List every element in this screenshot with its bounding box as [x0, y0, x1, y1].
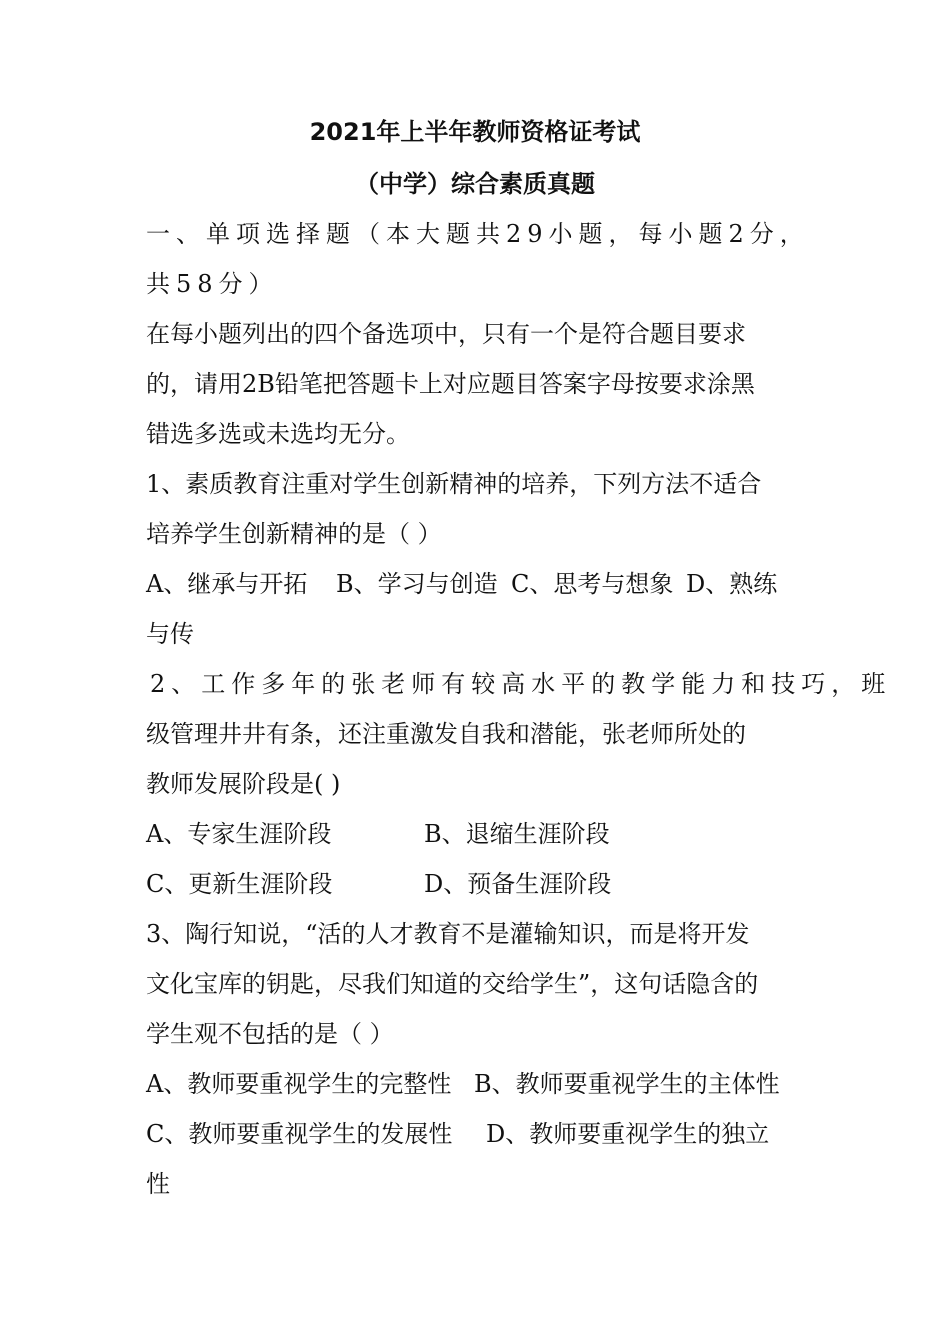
question-2-stem-cont: 级管理井井有条，还注重激发自我和潜能，张老师所处的	[146, 720, 746, 748]
question-2-stem: 2、工作多年的张老师有较高水平的教学能力和技巧，班	[150, 670, 892, 698]
question-3-stem-cont: 学生观不包括的是（ ）	[146, 1020, 394, 1048]
option-d: D、预备生涯阶段	[424, 870, 612, 898]
question-3-stem: 3、陶行知说，“活的人才教育不是灌输知识，而是将开发	[146, 920, 750, 948]
option-c: C、教师要重视学生的发展性	[146, 1120, 453, 1148]
section-heading-cont: 共58分）	[146, 270, 279, 298]
option-b: B、教师要重视学生的主体性	[474, 1070, 780, 1098]
question-2-options-row2	[146, 868, 806, 900]
option-a: A、专家生涯阶段	[146, 820, 332, 848]
section-heading: 一、单项选择题（本大题共29小题，每小题2分，	[146, 220, 810, 248]
option-d: D、熟练	[686, 570, 778, 598]
instructions-line: 错选多选或未选均无分。	[146, 420, 410, 448]
question-1-option-d-cont: 与传	[146, 620, 194, 648]
option-a: A、继承与开拓	[146, 570, 308, 598]
question-2-stem-cont: 教师发展阶段是( )	[146, 770, 341, 798]
question-3-options-row2	[146, 1118, 806, 1150]
question-1-stem: 1、素质教育注重对学生创新精神的培养，下列方法不适合	[146, 470, 762, 498]
page-title: 2021年上半年教师资格证考试	[309, 118, 641, 146]
option-b: B、退缩生涯阶段	[424, 820, 610, 848]
question-3-options-row1	[146, 1068, 806, 1100]
option-c: C、思考与想象	[511, 570, 674, 598]
question-1-options	[146, 568, 806, 600]
option-d: D、教师要重视学生的独立	[486, 1120, 770, 1148]
instructions-line: 的，请用2B铅笔把答题卡上对应题目答案字母按要求涂黑	[146, 370, 755, 398]
question-1-stem-cont: 培养学生创新精神的是（ ）	[146, 520, 442, 548]
option-a: A、教师要重视学生的完整性	[146, 1070, 452, 1098]
question-3-option-d-cont: 性	[146, 1170, 170, 1198]
instructions-line: 在每小题列出的四个备选项中，只有一个是符合题目要求	[146, 320, 746, 348]
option-b: B、学习与创造	[336, 570, 498, 598]
question-3-stem-cont: 文化宝库的钥匙，尽我们知道的交给学生”，这句话隐含的	[146, 970, 759, 998]
page-subtitle: （中学）综合素质真题	[355, 170, 595, 198]
question-2-options-row1	[146, 818, 806, 850]
option-c: C、更新生涯阶段	[146, 870, 333, 898]
